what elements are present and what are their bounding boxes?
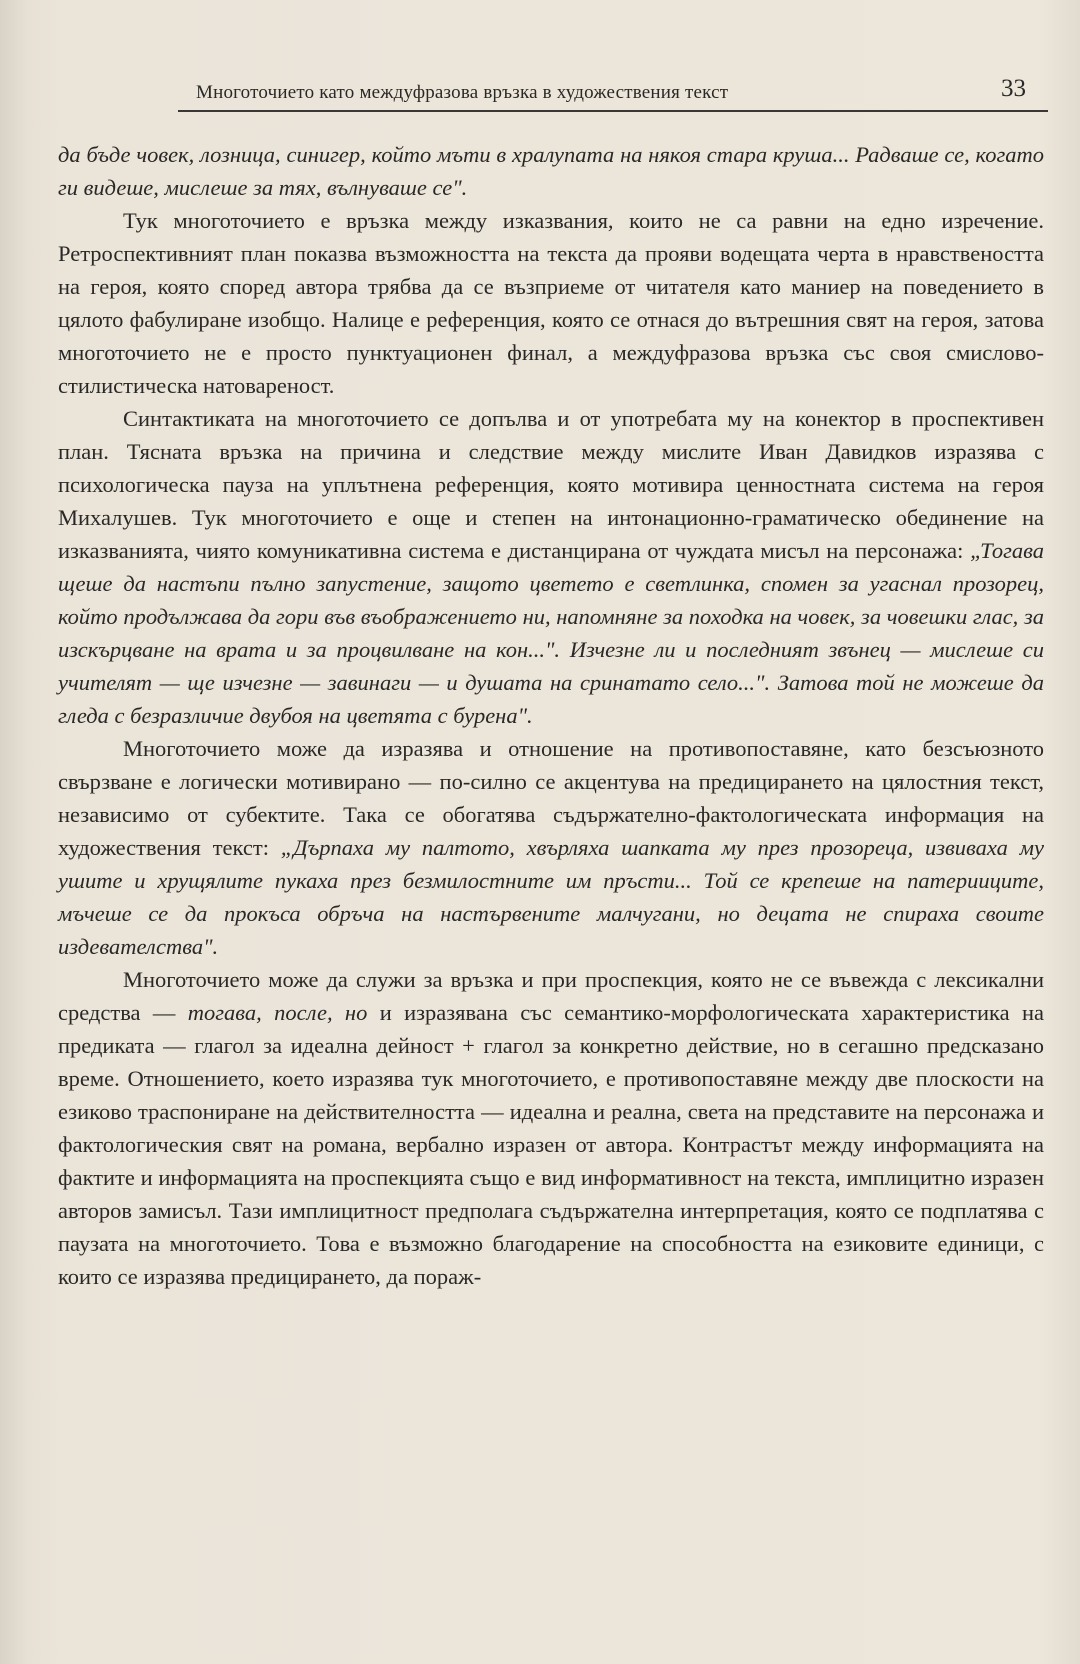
italic-quote-text: „Тогава щеше да настъпи пълно запустение, защото цветето е светлинка, спомен за угаснал прозорец, който продължава да гори във въображението ни, напомняне за походка на човек, за човешки глас, за изскърцване на врата и за процвилване на кон...". Изчезне ли и последният звънец — мислеше си учителят — ще изчезне — завинаги — и душата на сринатато село...". Затова той не можеше да гледа с безразличие двубоя на цветята с бурена". (58, 538, 1044, 728)
running-title: Многоточието като междуфразова връзка в художествения текст (196, 82, 729, 103)
italic-quote-text: тогава, после, но (187, 1000, 368, 1025)
text-run: Синтактиката на многоточието се допълва и от употребата му на конектор в проспективен план. Тясната връзка на причина и следствие между мислите Иван Давидков изразява с психологическа пауза на уплътнена референция, която мотивира ценностната система на героя Михалушев. Тук многоточието е още и степен на интонационно-граматическо обединение на изказванията, чиято комуникативна система е дистанцирана от чуждата мисъл на персонажа: (58, 406, 1044, 563)
paragraph (58, 732, 1044, 963)
text-run: Тук многоточието е връзка между изказвания, които не са равни на едно изречение. Ретроспективният план показва възможността на текста да прояви водещата черта в нравствеността на героя, която според автора трябва да се възприеме от читателя като маниер на поведението в цялото фабулиране изобщо. Налице е референция, която се отнася до вътрешния свят на героя, затова многоточието не е просто пунктуационен финал, а междуфразова връзка със своя смислово-стилистическа натовареност. (58, 208, 1044, 398)
paragraph (58, 402, 1044, 732)
page-number: 33 (1001, 75, 1026, 102)
paragraph (58, 963, 1044, 1293)
paragraph-continuation (58, 138, 1044, 204)
paragraph (58, 204, 1044, 402)
header-rule (178, 110, 1048, 112)
running-header (180, 75, 1040, 108)
text-run: Многоточието може да служи за връзка и при проспекция, която не се въвежда с лексикални средства — (58, 967, 1044, 1025)
text-run: и изразявана със семантико-морфологическата характеристика на предиката — глагол за идеална дейност + глагол за конкретно действие, но в сегашно предсказано време. Отношението, което изразява тук многоточието, е противопоставяне между две плоскости на езиково траспониране на действителността — идеална и реална, света на представите на персонажа и фактологическия свят на романа, вербално изразен от автора. Контрастът между информацията на фактите и информацията на проспекцията също е вид информативност на текста, имплицитно изразен авторов замисъл. Тази имплицитност предполага съдържателна интерпретация, която се подплатява с паузата на многоточието. Това е възможно благодарение на способността на езиковите единици, с които се изразява предицирането, да пораж- (58, 1000, 1044, 1289)
italic-quote-text: да бъде човек, лозница, синигер, който мъти в хралупата на някоя стара круша... Радваше се, когато ги видеше, мислеше за тях, вълнуваше се". (58, 142, 1044, 200)
text-run: Многоточието може да изразява и отношение на противопоставяне, като безсъюзното свързване е логически мотивирано — по-силно се акцентува на предицирането на цялостния текст, независимо от субектите. Така се обогатява съдържателно-фактологическата информация на художествения текст: (58, 736, 1044, 860)
body-text (58, 138, 1044, 1293)
italic-quote-text: „Дърпаха му палтото, хвърляха шапката му през прозореца, извиваха му ушите и хрущялите пукаха през безмилостните им пръсти... Той се крепеше на патерииците, мъчеше се да прокъса обръча на настървените малчугани, но децата не спираха своите издевателства". (58, 835, 1045, 959)
